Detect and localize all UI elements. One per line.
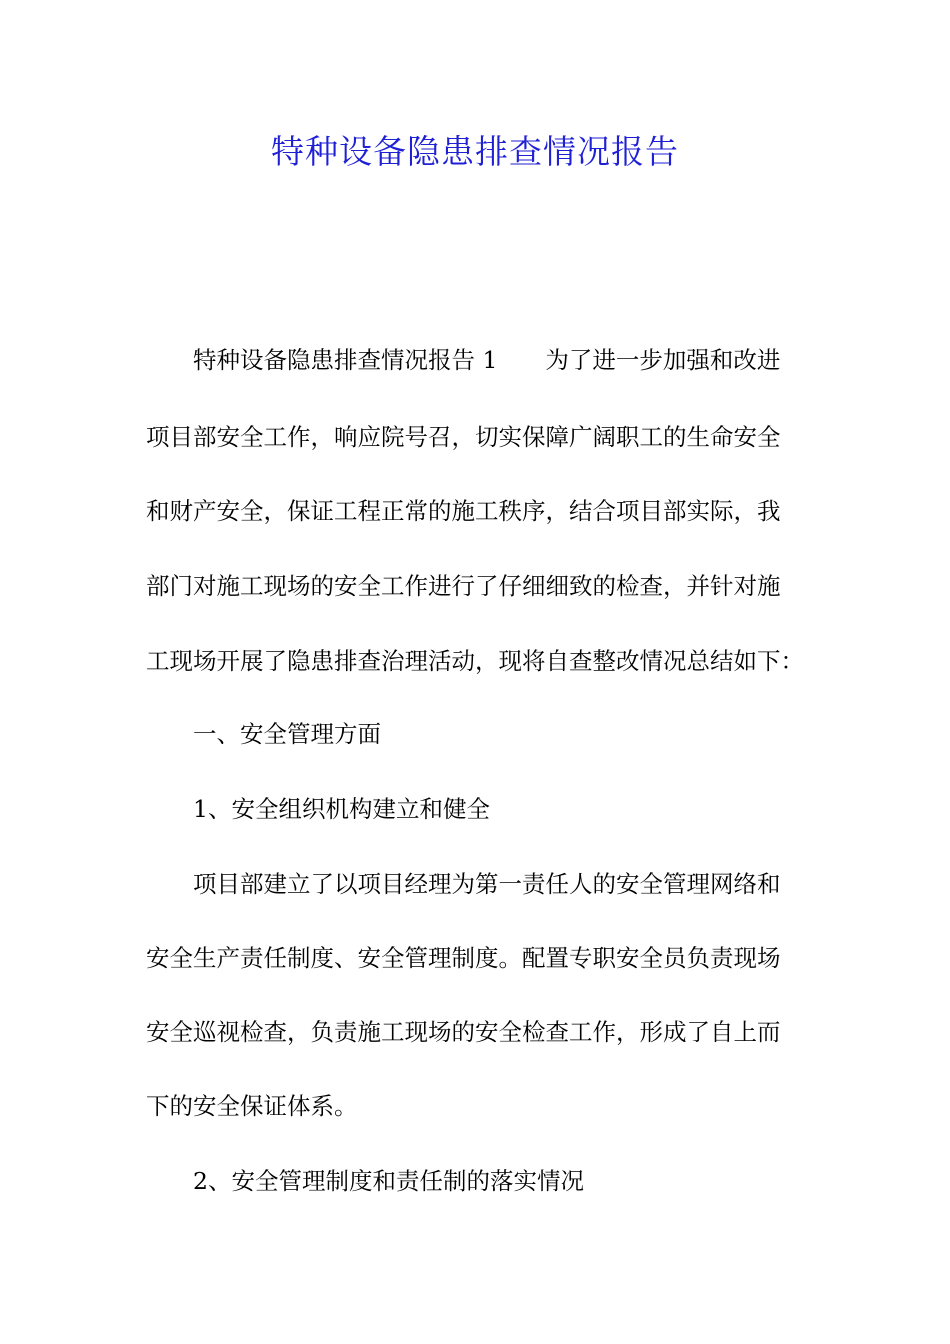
intro-first-line — [193, 340, 853, 380]
section-heading: 一、安全管理方面 — [193, 720, 381, 748]
item-heading: 2、安全管理制度和责任制的落实情况 — [193, 1167, 584, 1195]
intro-line: 和财产安全，保证工程正常的施工秩序，结合项目部实际，我 — [146, 497, 781, 525]
document-title: 特种设备隐患排查情况报告 — [271, 132, 679, 171]
item1-paragraph-first-line: 项目部建立了以项目经理为第一责任人的安全管理网络和 — [193, 870, 781, 898]
item1-paragraph-line: 安全巡视检查，负责施工现场的安全检查工作，形成了自上而 — [146, 1018, 781, 1046]
intro-line: 项目部安全工作，响应院号召，切实保障广阔职工的生命安全 — [146, 423, 781, 451]
intro-line: 部门对施工现场的安全工作进行了仔细细致的检查，并针对施 — [146, 572, 781, 600]
intro-line: 工现场开展了隐患排查治理活动，现将自查整改情况总结如下： — [146, 647, 804, 675]
item1-paragraph-line: 安全生产责任制度、安全管理制度。配置专职安全员负责现场 — [146, 944, 781, 972]
item1-paragraph-line: 下的安全保证体系。 — [146, 1092, 358, 1120]
item-heading: 1、安全组织机构建立和健全 — [193, 795, 490, 823]
intro-first-line-text: 为了进一步加强和改进 — [545, 346, 781, 374]
intro-label: 特种设备隐患排查情况报告 1 — [193, 346, 498, 374]
